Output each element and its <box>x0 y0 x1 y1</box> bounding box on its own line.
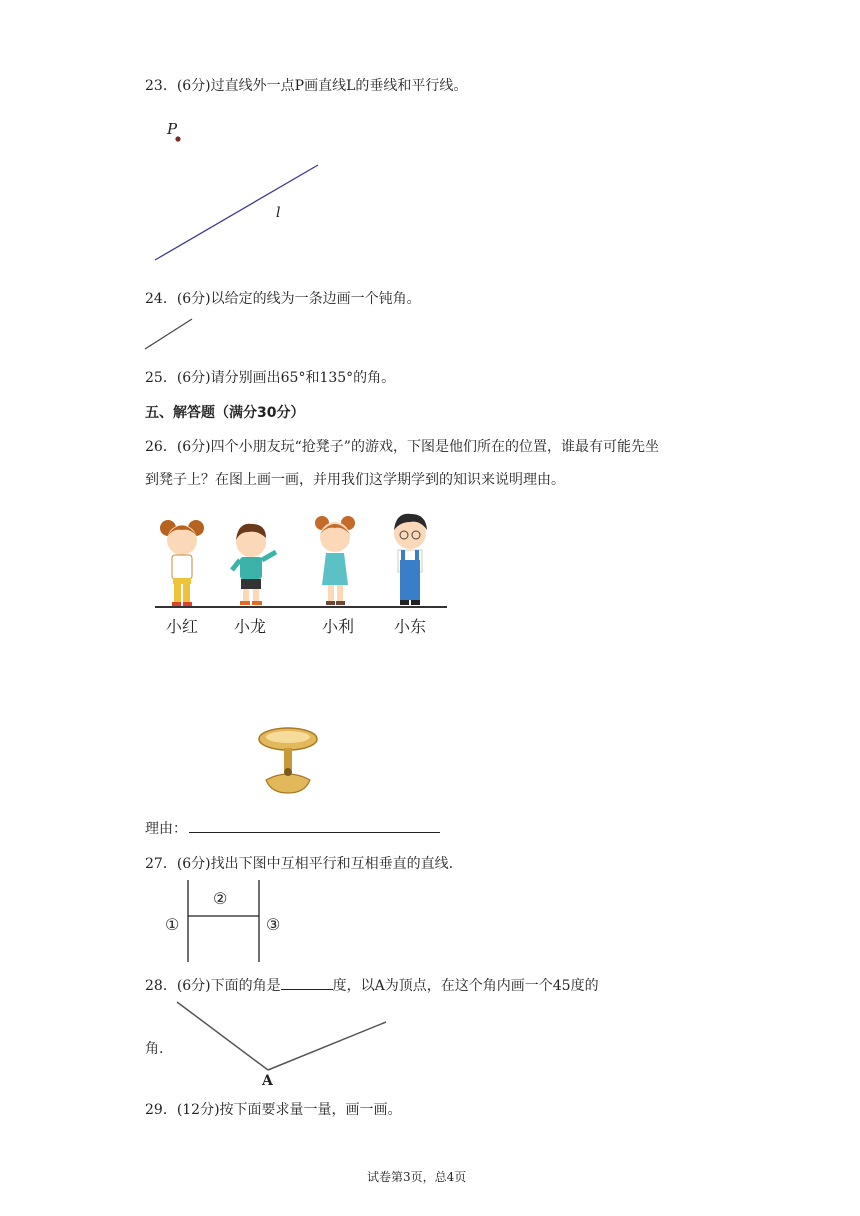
q29-text: 29．(12分)按下面要求量一量，画一画。 <box>145 1102 402 1118</box>
vertex-a-label: A <box>262 1073 273 1089</box>
point-p-label: P <box>167 120 178 138</box>
line-label-2: ② <box>213 889 228 908</box>
q28-prefix: 28．(6分)下面的角是 <box>145 978 281 994</box>
q23-text: 23．(6分)过直线外一点P画直线L的垂线和平行线。 <box>145 78 468 94</box>
q28-suffix: 度，以A为顶点，在这个角内画一个45度的 <box>332 978 599 994</box>
child-label-4: 小东 <box>394 617 427 636</box>
line-l-label: l <box>276 205 281 221</box>
line-label-1: ① <box>165 915 180 934</box>
q27-text: 27．(6分)找出下图中互相平行和互相垂直的直线. <box>145 856 454 872</box>
q26-line1: 26．(6分)四个小朋友玩“抢凳子”的游戏，下图是他们所在的位置，谁最有可能先坐 <box>145 439 659 455</box>
page-footer: 试卷第3页，总4页 <box>367 1170 467 1184</box>
child-label-2: 小龙 <box>234 617 267 636</box>
child-label-3: 小利 <box>322 617 355 636</box>
section-title: 五、解答题（满分30分） <box>145 405 305 421</box>
q26-line2: 到凳子上？在图上画一画，并用我们这学期学到的知识来说明理由。 <box>145 472 565 488</box>
q28-line2: 角. <box>145 1041 164 1057</box>
q24-text: 24．(6分)以给定的线为一条边画一个钝角。 <box>145 291 421 307</box>
q25-text: 25．(6分)请分别画出65°和135°的角。 <box>145 370 396 386</box>
line-label-3: ③ <box>266 915 281 934</box>
reason-label: 理由： <box>145 821 187 837</box>
child-label-1: 小红 <box>166 617 199 636</box>
